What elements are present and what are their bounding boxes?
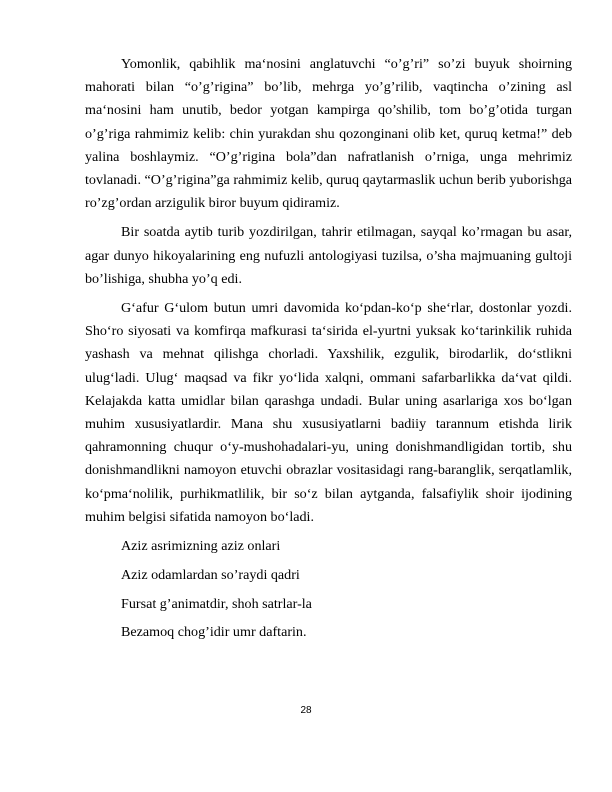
verse-line-1: Aziz asrimizning aziz onlari	[121, 538, 281, 555]
paragraph-2: Bir soatda aytib turib yozdirilgan, tahrir etilmagan, sayqal ko’rmagan bu asar, agar dunyo hikoyalarining eng nufuzli antologiyasi tuzilsa, o’sha majmuaning gultoji bo’lishiga, shubha yo’q edi.	[85, 224, 572, 287]
paragraph-3: G‘afur G‘ulom butun umri davomida ko‘pdan-ko‘p she‘rlar, dostonlar yozdi. Sho‘ro siyosati va komfirqa mafkurasi ta‘sirida el-yurtni yuksak ko‘tarinkilik ruhida yashash va mehnat qilishga chorladi. Yaxshilik, ezgulik, birodarlik, do‘stlikni ulug‘ladi. Ulug‘ maqsad va fikr yo‘lida xalqni, ommani safarbarlikka da‘vat qildi. Kelajakda katta umidlar bilan qarashga undadi. Bular uning asarlariga xos bo‘lgan muhim xususiyatlardir. Mana shu xususiyatlarni badiiy tarannum etishda lirik qahramonning chuqur o‘y-mushohadalari-yu, uning donishmandligidan tortib, shu donishmandlikni namoyon etuvchi obrazlar vositasidagi rang-baranglik, serqatlamlik, ko‘pma‘nolilik, purhikmatlilik, bir so‘z bilan aytganda, falsafiylik shoir ijodining muhim belgisi sifatida namoyon bo‘ladi.	[85, 300, 572, 525]
verse-line-3: Fursat g’animatdir, shoh satrlar-la	[121, 595, 312, 612]
paragraph-1: Yomonlik, qabihlik ma‘nosini anglatuvchi “o’g’ri” so’zi buyuk shoirning mahorati bilan “o’g’rigina” bo’lib, mehrga yo’g’rilib, vaqtincha o’zining asl ma‘nosini ham unutib, bedor yotgan kampirga qo’shilib, tom bo’g’otida turgan o’g’riga rahmimiz kelib: chin yurakdan shu qozonginani olib ket, quruq ketma!” deb yalina boshlaymiz. “O’g’rigina bola”dan nafratlanish o’rniga, unga mehrimiz tovlanadi. “O’g’rigina”ga rahmimiz kelib, quruq qaytarmaslik uchun berib yuborishga ro’zg’ordan arzigulik biror buyum qidiramiz.	[85, 56, 572, 212]
verse-line-2: Aziz odamlardan so’raydi qadri	[121, 566, 300, 583]
verse-line-4: Bezamoq chog’idir umr daftarin.	[121, 624, 307, 641]
body-text	[85, 53, 572, 650]
page-number: 28	[300, 705, 312, 716]
